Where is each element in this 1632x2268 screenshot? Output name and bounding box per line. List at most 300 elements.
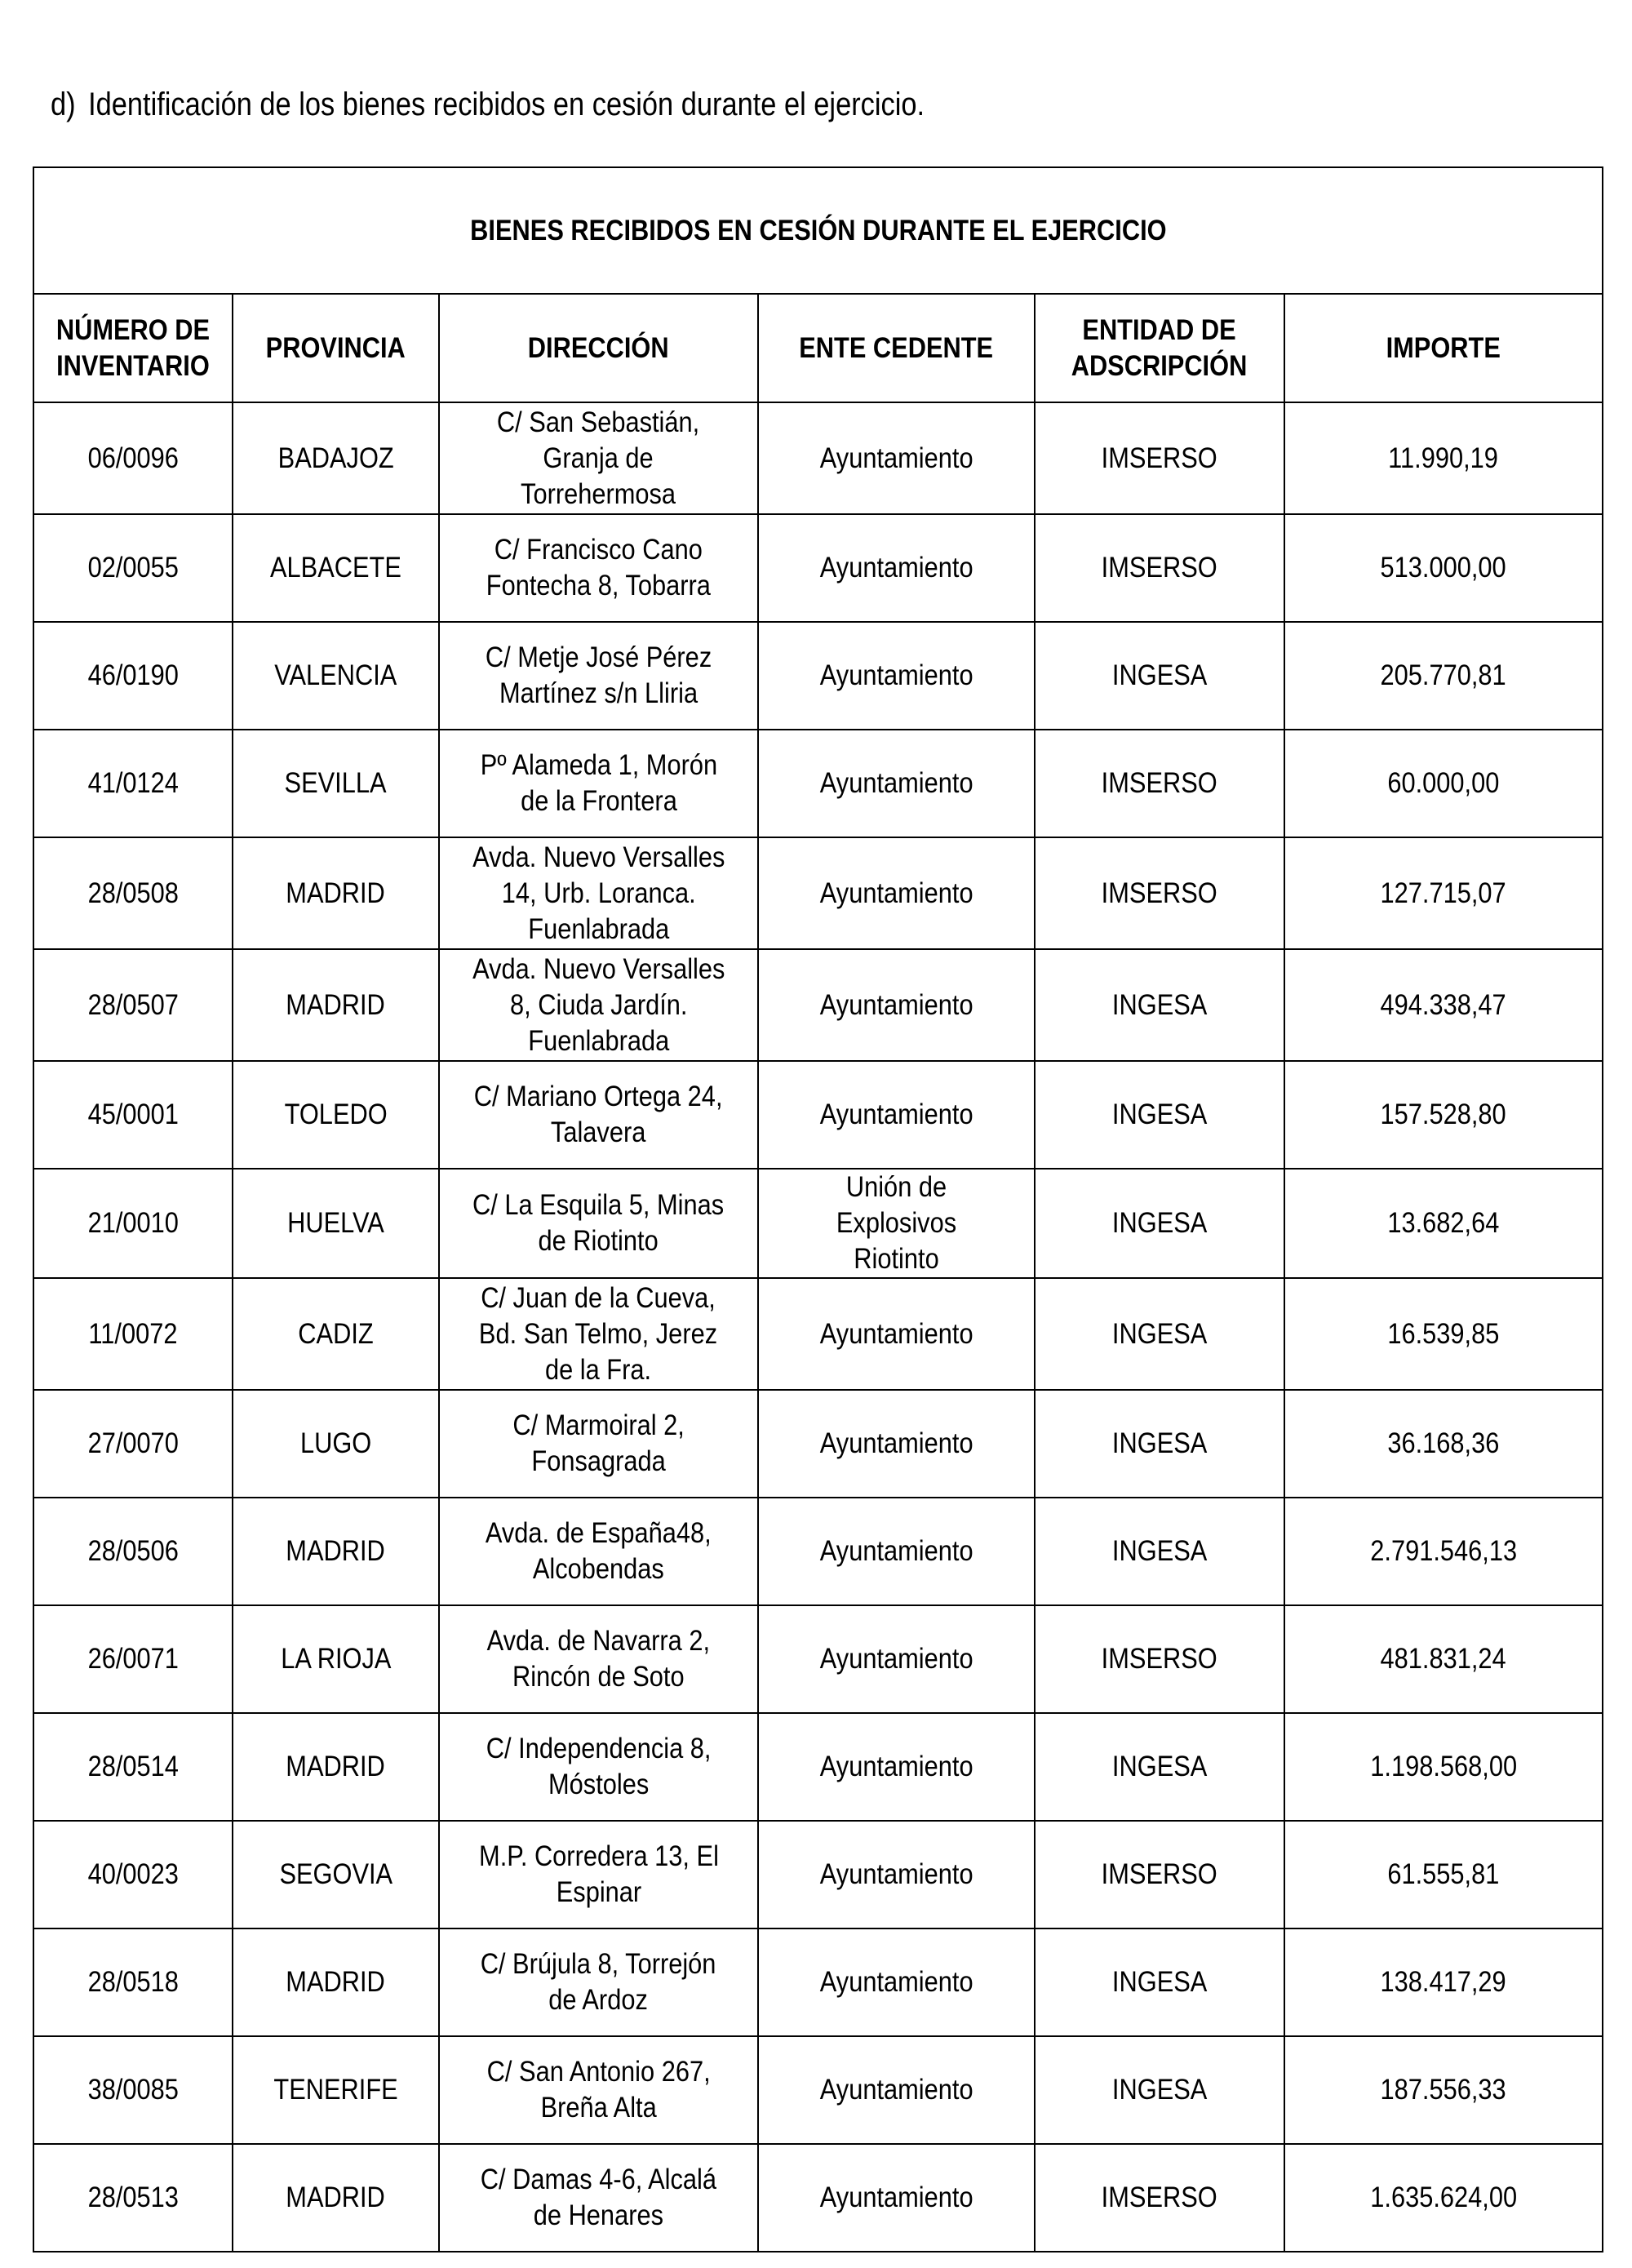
cedente-cell-text [820,1426,973,1462]
direccion-cell [439,514,758,622]
importe-header [1284,294,1603,402]
cedente-cell [758,1390,1035,1498]
provincia-header-text [266,331,406,366]
direccion-cell-text-line: C/ Metje José Pérez [485,641,712,673]
cedente-cell-text [820,2180,973,2216]
direccion-cell-text-line: 14, Urb. Loranca. [501,877,696,909]
cedente-cell-text-line: Ayuntamiento [819,1535,973,1567]
importe-cell [1284,1713,1603,1821]
cedente-cell-text-line: Ayuntamiento [819,767,973,799]
adscripcion-cell [1035,1061,1284,1169]
inventario-cell [33,1278,233,1390]
direccion-cell-text [474,1079,723,1151]
adscripcion-cell-text: INGESA [1111,1966,1208,1998]
importe-cell-text: 2.791.546,13 [1370,1535,1517,1567]
provincia-cell-text: ALBACETE [270,552,401,584]
table-body [33,402,1603,2252]
direccion-cell-text-line: Torrehermosa [521,477,676,510]
cedente-cell [758,1928,1035,2036]
provincia-cell-text: SEVILLA [284,767,387,799]
table-row [33,837,1603,949]
direccion-cell-text-line: Espinar [556,1876,641,1908]
direccion-cell [439,2036,758,2144]
provincia-cell-text: LUGO [299,1427,372,1459]
cedente-cell-text-line: Ayuntamiento [819,659,973,691]
cedente-cell-text [820,441,973,477]
provincia-cell-text: TENERIFE [273,2074,398,2106]
direccion-cell-text-line: Alcobendas [533,1553,664,1585]
direccion-cell-text-line: C/ Mariano Ortega 24, [474,1081,723,1112]
direccion-cell-text [486,532,711,604]
adscripcion-cell-text: INGESA [1111,1207,1208,1239]
inventario-cell [33,1390,233,1498]
direccion-cell-text-line: Breña Alta [540,2092,657,2124]
provincia-cell-text: SEGOVIA [279,1858,392,1890]
cedente-cell [758,1061,1035,1169]
inventario-cell [33,622,233,730]
adscripcion-cell-text: INGESA [1111,1751,1208,1782]
cedente-cell-text [820,1749,973,1785]
table-row [33,514,1603,622]
cedente-cell-text [820,2072,973,2108]
provincia-cell [233,1713,439,1821]
provincia-cell-text: LA RIOJA [280,1643,392,1675]
importe-cell [1284,1605,1603,1713]
direccion-cell [439,1498,758,1605]
adscripcion-cell [1035,2036,1284,2144]
direccion-cell-text [479,1280,717,1388]
cedente-cell [758,2144,1035,2252]
provincia-cell-text: MADRID [286,1535,386,1567]
importe-cell [1284,1169,1603,1278]
adscripcion-cell-text: IMSERSO [1101,442,1218,474]
adscripcion-cell [1035,514,1284,622]
importe-cell-text: 481.831,24 [1380,1643,1507,1675]
cedente-cell [758,514,1035,622]
adscripcion-cell [1035,2144,1284,2252]
direccion-cell-text-line: Avda. de Navarra 2, [486,1625,711,1657]
adscripcion-cell [1035,402,1284,514]
adscripcion-cell [1035,1928,1284,2036]
direccion-cell-text-line: Talavera [551,1116,646,1148]
importe-cell [1284,1928,1603,2036]
provincia-cell [233,1390,439,1498]
cedente-cell-text-line: Ayuntamiento [819,1966,973,1998]
table-row [33,1169,1603,1278]
adscripcion-cell-text: IMSERSO [1101,1643,1218,1675]
cedente-cell [758,1713,1035,1821]
direccion-cell [439,2144,758,2252]
cedente-cell-text-line: Unión de Explosivos [836,1171,957,1239]
cedente-cell [758,622,1035,730]
table-title-cell [33,167,1603,294]
direccion-cell-text-line: Rincón de Soto [512,1661,685,1693]
inventario-cell-text: 06/0096 [87,442,179,474]
cedente-cell-text [820,1097,973,1133]
importe-cell [1284,1821,1603,1928]
inventario-cell-text: 26/0071 [87,1643,179,1675]
importe-cell-text: 1.198.568,00 [1370,1751,1517,1782]
adscripcion-cell [1035,1605,1284,1713]
inventario-cell [33,2036,233,2144]
cedente-cell [758,1169,1035,1278]
cedente-cell-text [820,1316,973,1352]
cedente-cell-text-line: Ayuntamiento [819,877,973,909]
importe-cell-text: 157.528,80 [1380,1098,1507,1130]
inventario-cell [33,1928,233,2036]
table-row [33,949,1603,1061]
column-header-row [33,294,1603,402]
direccion-cell-text [472,952,725,1059]
adscripcion-cell [1035,1169,1284,1278]
direccion-cell-text-line: Fonsagrada [531,1445,666,1477]
adscripcion-cell-text: IMSERSO [1101,877,1218,909]
cedente-cell-text [820,876,973,912]
direccion-header-text [528,331,669,366]
direccion-cell-text-line: Avda. de España48, [486,1517,712,1549]
importe-cell [1284,1498,1603,1605]
inventario-cell-text: 28/0518 [87,1966,179,1998]
inventario-cell-text: 28/0513 [87,2181,179,2213]
direccion-cell-text-line: C/ Juan de la Cueva, [481,1281,716,1314]
inventario-cell [33,1061,233,1169]
importe-cell [1284,2036,1603,2144]
direccion-cell-text [487,1623,710,1695]
importe-cell [1284,2144,1603,2252]
inventario-cell-text: 28/0507 [87,988,179,1021]
direccion-cell-text [487,2054,711,2126]
provincia-cell-text: HUELVA [287,1207,384,1239]
importe-cell [1284,622,1603,730]
cedente-cell-text-line: Ayuntamiento [819,1427,973,1459]
direccion-cell-text-line: C/ Independencia 8, [486,1733,712,1764]
importe-cell [1284,949,1603,1061]
cedente-cell-text-line: Ayuntamiento [819,2181,973,2213]
importe-cell [1284,1061,1603,1169]
direccion-cell-text-line: Bd. San Telmo, Jerez [479,1317,718,1350]
table-row [33,1390,1603,1498]
direccion-cell-text-line: Pº Alameda 1, Morón [480,749,717,781]
direccion-cell-text [486,1731,712,1803]
table-row [33,2036,1603,2144]
adscripcion-cell-text: INGESA [1111,988,1208,1021]
direccion-cell [439,1169,758,1278]
direccion-cell-text [479,1839,719,1911]
importe-cell-text: 138.417,29 [1380,1966,1507,1998]
table-row [33,730,1603,837]
adscripcion-cell-text: INGESA [1111,1098,1208,1130]
inventario-cell-text: 28/0506 [87,1535,179,1567]
table-row [33,1713,1603,1821]
table-row [33,1821,1603,1928]
adscripcion-cell [1035,622,1284,730]
inventario-header-text [56,313,210,384]
table-row [33,1605,1603,1713]
cedente-header-text-line: ENTE CEDENTE [799,331,994,364]
importe-cell-text: 13.682,64 [1387,1207,1500,1239]
adscripcion-cell-text: INGESA [1111,659,1208,691]
table-title-row [33,167,1603,294]
inventario-cell-text: 46/0190 [87,659,179,691]
direccion-cell-text [497,405,699,513]
provincia-cell [233,1169,439,1278]
provincia-cell-text: MADRID [286,2181,386,2213]
cedente-cell [758,2036,1035,2144]
direccion-cell-text-line: de Henares [533,2199,664,2231]
cedente-cell [758,402,1035,514]
provincia-cell-text: MADRID [286,877,386,909]
direccion-cell-text-line: Fuenlabrada [528,1024,669,1057]
importe-header-text [1386,331,1501,366]
adscripcion-cell [1035,949,1284,1061]
direccion-cell-text [481,2162,716,2234]
cedente-cell-text-line: Ayuntamiento [819,1751,973,1782]
inventario-cell-text: 28/0508 [87,877,179,909]
direccion-cell-text-line: M.P. Corredera 13, El [478,1840,719,1872]
importe-cell-text: 36.168,36 [1387,1427,1500,1459]
direccion-cell [439,402,758,514]
provincia-cell [233,1061,439,1169]
provincia-cell [233,1821,439,1928]
provincia-cell [233,514,439,622]
direccion-cell-text [472,840,725,948]
inventario-cell [33,1605,233,1713]
provincia-cell [233,730,439,837]
provincia-cell [233,622,439,730]
cedente-cell [758,837,1035,949]
inventario-cell-text: 27/0070 [87,1427,179,1459]
assets-table [33,166,1603,2252]
adscripcion-cell [1035,1278,1284,1390]
adscripcion-cell [1035,730,1284,837]
inventario-cell-text: 40/0023 [87,1858,179,1890]
direccion-cell-text-line: 8, Ciuda Jardín. [509,988,688,1021]
cedente-cell-text [820,1533,973,1569]
adscripcion-cell [1035,1390,1284,1498]
cedente-cell-text-line: Ayuntamiento [819,988,973,1021]
provincia-header [233,294,439,402]
inventario-header [33,294,233,402]
direccion-cell-text-line: Móstoles [548,1769,650,1800]
inventario-cell [33,1169,233,1278]
importe-cell-text: 61.555,81 [1387,1858,1500,1890]
direccion-cell-text [472,1187,724,1259]
table-row [33,1061,1603,1169]
direccion-cell [439,1390,758,1498]
inventario-cell [33,1821,233,1928]
cedente-cell-text [820,658,973,694]
importe-cell [1284,402,1603,514]
inventario-cell-text: 41/0124 [87,767,179,799]
table-row [33,402,1603,514]
inventario-cell [33,514,233,622]
direccion-cell-text-line: Avda. Nuevo Versalles [472,841,725,873]
importe-cell-text: 187.556,33 [1380,2074,1507,2106]
table-row [33,1498,1603,1605]
provincia-cell-text: BADAJOZ [277,442,394,474]
direccion-header-text-line: DIRECCIÓN [528,331,669,364]
cedente-header [758,294,1035,402]
direccion-cell-text-line: Martínez s/n Lliria [499,677,698,709]
importe-cell [1284,514,1603,622]
cedente-cell-text-line: Riotinto [854,1243,939,1275]
provincia-cell-text: TOLEDO [284,1098,388,1130]
cedente-cell-text-line: Ayuntamiento [819,1643,973,1675]
section-text: Identificación de los bienes recibidos en cesión durante el ejercicio. [88,87,925,122]
direccion-header [439,294,758,402]
inventario-cell-text: 21/0010 [87,1207,179,1239]
inventario-cell-text: 02/0055 [87,552,179,584]
inventario-cell [33,402,233,514]
inventario-cell-text: 45/0001 [87,1098,179,1130]
importe-cell [1284,1390,1603,1498]
direccion-cell-text-line: C/ Marmoiral 2, [512,1409,685,1441]
cedente-cell-text-line: Ayuntamiento [819,552,973,584]
importe-header-text-line: IMPORTE [1386,331,1501,364]
inventario-cell [33,949,233,1061]
cedente-cell-text [820,766,973,801]
direccion-cell [439,1928,758,2036]
provincia-cell [233,1498,439,1605]
provincia-cell [233,402,439,514]
direccion-cell [439,1713,758,1821]
adscripcion-cell-text: INGESA [1111,1317,1208,1350]
section-heading [51,82,925,127]
provincia-cell-text: CADIZ [298,1317,374,1350]
adscripcion-cell [1035,1498,1284,1605]
importe-cell-text: 127.715,07 [1380,877,1507,909]
adscripcion-cell-text: IMSERSO [1101,1858,1218,1890]
importe-cell-text: 16.539,85 [1387,1317,1500,1350]
direccion-cell-text [481,1946,716,2018]
provincia-cell [233,1605,439,1713]
section-marker: d) [51,87,76,122]
importe-cell-text: 513.000,00 [1380,552,1507,584]
direccion-cell [439,1821,758,1928]
cedente-cell [758,1278,1035,1390]
importe-cell [1284,730,1603,837]
adscripcion-cell [1035,1713,1284,1821]
cedente-cell [758,1821,1035,1928]
provincia-cell [233,2144,439,2252]
direccion-cell [439,1278,758,1390]
provincia-cell-text: VALENCIA [274,659,397,691]
direccion-cell-text-line: C/ Francisco Cano [494,534,703,566]
direccion-cell-text [486,640,712,712]
adscripcion-cell-text: IMSERSO [1101,552,1218,584]
inventario-cell-text: 38/0085 [87,2074,179,2106]
direccion-cell-text-line: C/ San Sebastián, [497,406,700,438]
cedente-cell-text-line: Ayuntamiento [819,1098,973,1130]
cedente-cell-text [820,988,973,1023]
cedente-cell [758,949,1035,1061]
importe-cell-text: 1.635.624,00 [1370,2181,1517,2213]
direccion-cell [439,1605,758,1713]
cedente-cell-text [783,1170,1010,1277]
provincia-header-text-line: PROVINCIA [265,331,406,364]
cedente-cell-text-line: Ayuntamiento [819,1858,973,1890]
direccion-cell [439,837,758,949]
adscripcion-header-text [1071,313,1248,384]
cedente-cell-text [820,1641,973,1677]
importe-cell [1284,1278,1603,1390]
provincia-cell [233,1928,439,2036]
inventario-cell [33,2144,233,2252]
direccion-cell [439,622,758,730]
direccion-cell-text-line: C/ La Esquila 5, Minas [472,1189,725,1221]
direccion-cell-text-line: Fontecha 8, Tobarra [486,570,712,601]
table-row [33,2144,1603,2252]
direccion-cell-text [486,1516,712,1587]
table-row [33,1278,1603,1390]
inventario-cell [33,1713,233,1821]
importe-cell [1284,837,1603,949]
direccion-cell-text-line: C/ Damas 4-6, Alcalá [480,2164,717,2195]
cedente-cell-text [820,1857,973,1893]
cedente-cell-text-line: Ayuntamiento [819,2074,973,2106]
inventario-cell-text: 28/0514 [87,1751,179,1782]
provincia-cell [233,949,439,1061]
direccion-cell [439,730,758,837]
adscripcion-cell [1035,1821,1284,1928]
provincia-cell [233,837,439,949]
adscripcion-cell-text: IMSERSO [1101,767,1218,799]
importe-cell-text: 60.000,00 [1387,767,1500,799]
provincia-cell-text: MADRID [286,1966,386,1998]
direccion-cell-text-line: C/ Brújula 8, Torrejón [481,1948,716,1980]
cedente-cell [758,1498,1035,1605]
direccion-cell-text [512,1408,685,1480]
adscripcion-cell [1035,837,1284,949]
direccion-cell-text-line: Avda. Nuevo Versalles [472,952,725,985]
cedente-cell-text [820,550,973,586]
importe-cell-text: 11.990,19 [1388,442,1499,474]
importe-cell-text: 494.338,47 [1380,988,1507,1021]
inventario-cell [33,730,233,837]
adscripcion-cell-text: INGESA [1111,1427,1208,1459]
adscripcion-cell-text: INGESA [1111,1535,1208,1567]
adscripcion-header-text-line: ADSCRIPCIÓN [1071,349,1248,382]
cedente-cell [758,1605,1035,1713]
cedente-header-text [800,331,994,366]
direccion-cell-text-line: de Ardoz [548,1984,649,2016]
direccion-cell-text [480,748,716,819]
adscripcion-cell-text: INGESA [1111,2074,1208,2106]
cedente-cell-text [820,1964,973,2000]
inventario-cell-text: 11/0072 [88,1317,178,1350]
table-title: BIENES RECIBIDOS EN CESIÓN DURANTE EL EJERCICIO [469,214,1167,246]
direccion-cell-text-line: de la Fra. [545,1353,652,1386]
direccion-cell-text-line: Granja de [543,442,654,474]
adscripcion-cell-text: IMSERSO [1101,2181,1218,2213]
table-row [33,622,1603,730]
provincia-cell [233,1278,439,1390]
cedente-cell-text-line: Ayuntamiento [819,442,973,474]
cedente-cell [758,730,1035,837]
adscripcion-header [1035,294,1284,402]
provincia-cell-text: MADRID [286,988,386,1021]
direccion-cell-text-line: de la Frontera [520,785,677,817]
direccion-cell [439,1061,758,1169]
adscripcion-header-text-line: ENTIDAD DE [1082,313,1237,346]
inventario-header-text-line: INVENTARIO [56,349,210,382]
cedente-cell-text-line: Ayuntamiento [819,1317,973,1350]
direccion-cell-text-line: Fuenlabrada [528,912,669,945]
direccion-cell [439,949,758,1061]
provincia-cell [233,2036,439,2144]
provincia-cell-text: MADRID [286,1751,386,1782]
inventario-cell [33,1498,233,1605]
